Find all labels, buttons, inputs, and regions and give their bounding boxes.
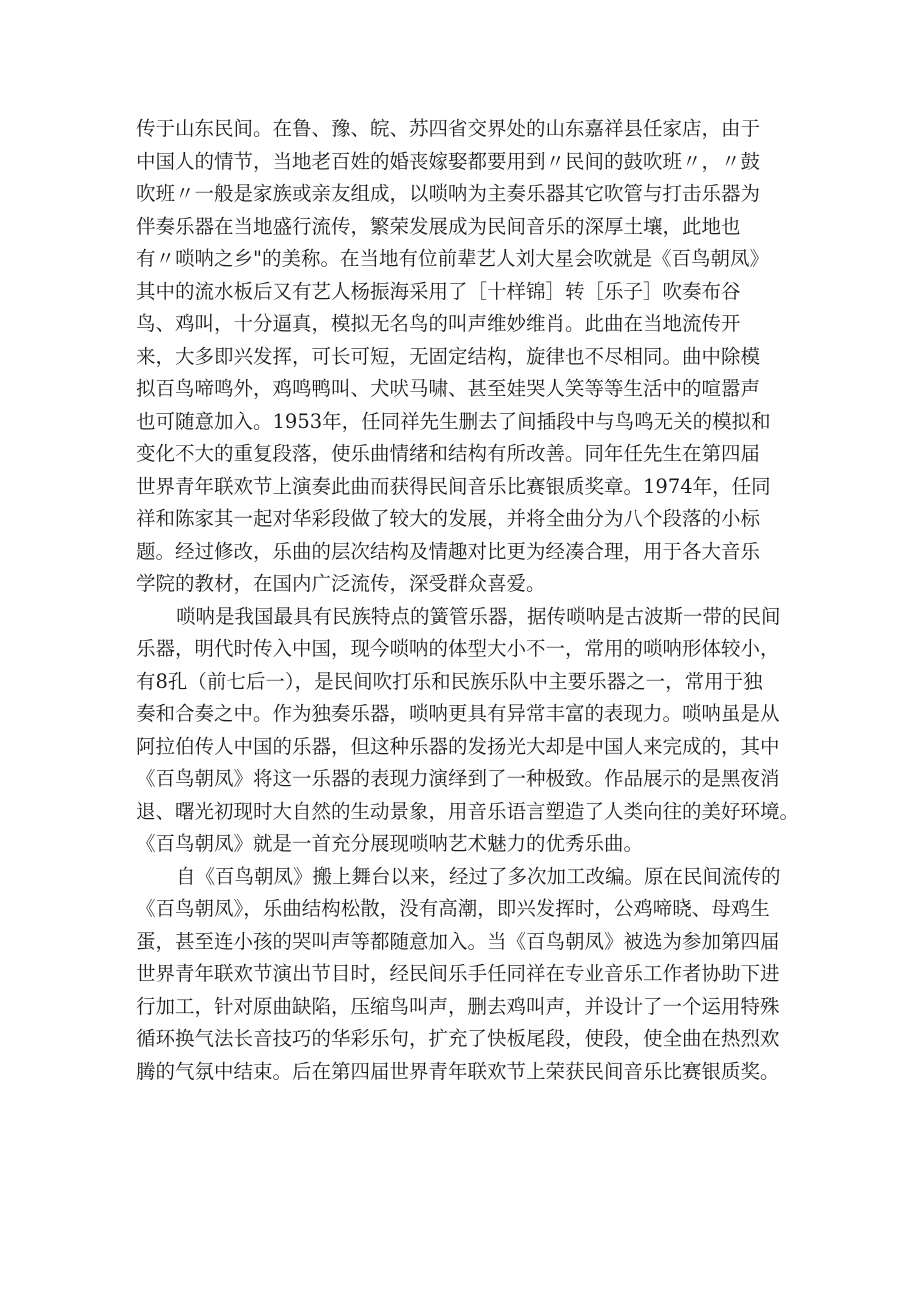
text-line: 蛋，甚至连小孩的哭叫声等都随意加入。当《百鸟朝凤》被选为参加第四届 (136, 929, 780, 953)
text-line: 来，大多即兴发挥，可长可短，无固定结构，旋律也不尽相同。曲中除模 (136, 344, 761, 368)
text-line: 伴奏乐器在当地盛行流传，繁荣发展成为民间音乐的深厚土壤，此地也 (136, 214, 741, 238)
paragraph-3 (136, 861, 816, 1089)
text-line: 吹班〃一般是家族或亲友组成，以唢呐为主奏乐器其它吹管与打击乐器为 (136, 182, 761, 205)
text-line: 《百鸟朝凤》，乐曲结构松散，没有高潮，即兴发挥时，公鸡啼晓、母鸡生 (136, 897, 770, 920)
text-line: 循环换气法长音技巧的华彩乐句，扩充了快板尾段，使段，使全曲在热烈欢 (136, 1027, 780, 1050)
text-line: 拟百鸟啼鸣外，鸡鸣鸭叫、犬吠马啸、甚至娃哭人笑等等生活中的喧嚣声 (136, 377, 761, 400)
text-line: 也可随意加入。1953年，任同祥先生删去了间插段中与鸟鸣无关的模拟和 (136, 409, 771, 433)
text-line: 中国人的情节，当地老百姓的婚丧嫁娶都要用到〃民间的鼓吹班〃，〃鼓 (136, 149, 761, 173)
text-line: 自《百鸟朝凤》搬上舞台以来，经过了多次加工改编。原在民间流传的 (176, 864, 781, 888)
text-line: 《百鸟朝凤》将这一乐器的表现力演绎到了一种极致。作品展示的是黑夜消 (136, 767, 780, 790)
text-line: 其中的流水板后又有艺人杨振海采用了［十样锦］转［乐子］吹奏布谷 (136, 279, 741, 303)
text-line: 鸟、鸡叫，十分逼真，模拟无名鸟的叫声维妙维肖。此曲在当地流传开 (136, 312, 741, 335)
text-line: 退、曙光初现时大自然的生动景象，用音乐语言塑造了人类向往的美好环境。 (136, 799, 800, 823)
text-line: 有〃唢呐之乡"的美称。在当地有位前辈艺人刘大星会吹就是《百鸟朝凤》 (136, 247, 769, 270)
text-line: 学院的教材，在国内广泛流传，深受群众喜爱。 (136, 572, 546, 595)
text-line: 世界青年联欢节上演奏此曲而获得民间音乐比赛银质奖章。1974年，任同 (136, 474, 771, 498)
body-text (136, 113, 816, 1088)
paragraph-2 (136, 601, 816, 861)
text-line: 行加工，针对原曲缺陷，压缩鸟叫声，删去鸡叫声，并设计了一个运用特殊 (136, 994, 780, 1018)
text-line: 变化不大的重复段落，使乐曲情绪和结构有所改善。同年任先生在第四届 (136, 442, 761, 465)
paragraph-1 (136, 113, 816, 601)
text-line: 祥和陈家其一起对华彩段做了较大的发展，并将全曲分为八个段落的小标 (136, 507, 761, 530)
text-line: 传于山东民间。在鲁、豫、皖、苏四省交界处的山东嘉祥县任家店，由于 (136, 117, 761, 140)
text-line: 世界青年联欢节演出节目时，经民间乐手任同祥在专业音乐工作者协助下进 (136, 962, 780, 985)
text-line: 腾的气氛中结束。后在第四届世界青年联欢节上荣获民间音乐比赛银质奖。 (136, 1059, 780, 1083)
text-line: 唢呐是我国最具有民族特点的簧管乐器，据传唢呐是古波斯一带的民间 (176, 604, 781, 628)
text-line: 有8孔（前七后一），是民间吹打乐和民族乐队中主要乐器之一，常用于独 (136, 669, 763, 693)
text-line: 阿拉伯传人中国的乐器，但这种乐器的发扬光大却是中国人来完成的，其中 (136, 734, 780, 758)
text-line: 题。经过修改，乐曲的层次结构及情趣对比更为经凑合理，用于各大音乐 (136, 539, 761, 563)
text-line: 《百鸟朝凤》就是一首充分展现唢呐艺术魅力的优秀乐曲。 (136, 832, 644, 855)
text-line: 奏和合奏之中。作为独奏乐器，唢呐更具有异常丰富的表现力。唢呐虽是从 (136, 702, 780, 725)
text-line: 乐器，明代时传入中国，现今唢呐的体型大小不一，常用的唢呐形体较小， (136, 637, 780, 660)
